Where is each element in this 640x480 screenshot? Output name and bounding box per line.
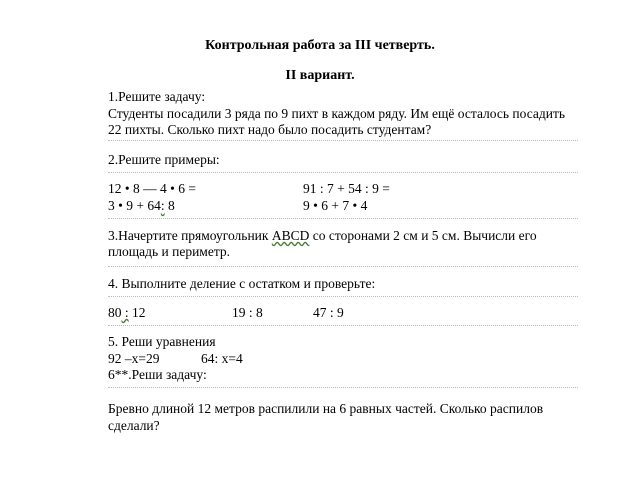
separator-line [108,218,578,219]
task3-text-part-a: 3.Начертите прямоугольник [108,228,272,243]
task6-text-line1: Бревно длиной 12 метров распилили на 6 равных частей. Сколько распилов [108,401,544,416]
task1-heading: 1.Решите задачу: [108,89,206,104]
task4-example-1-division-sign: : [121,305,129,320]
separator-line [108,325,578,326]
task3-text-part-b: со сторонами 2 см и 5 см. Вычисли его [309,228,537,243]
task2-heading: 2.Решите примеры: [108,152,220,167]
separator-line [108,387,578,388]
task1-text-line1: Студенты посадили 3 ряда по 9 пихт в каждом ряду. Им ещё осталось посадить [108,106,566,121]
task4-example-1-part-a: 80 [108,305,122,320]
task2-example-3-part-a: 3 • 9 + 64 [108,198,161,213]
task6-text-line2: сделали? [108,418,160,433]
separator-line [108,266,578,267]
task3-text-line1 [108,228,537,244]
task5-equation-2: 64: x=4 [201,351,243,366]
task5-equation-1: 92 –x=29 [108,351,160,366]
task2-example-3-division-sign: : [160,198,165,213]
task3-text-line2: площадь и периметр. [108,244,231,259]
task2-example-2: 91 : 7 + 54 : 9 = [303,181,390,196]
task4-example-1-part-b: 12 [128,305,146,320]
task4-example-1 [108,305,146,321]
task6-heading: 6**.Реши задачу: [108,367,207,382]
separator-line [108,140,578,141]
task4-example-2: 19 : 8 [232,305,263,320]
separator-line [108,296,578,297]
variant-title: II вариант. [285,68,355,83]
task3-rectangle-name: ABCD [271,228,310,243]
separator-line [108,172,578,173]
task4-example-3: 47 : 9 [313,305,344,320]
task2-example-4: 9 • 6 + 7 • 4 [303,198,368,213]
page-title: Контрольная работа за III четверть. [205,38,435,53]
task4-heading: 4. Выполните деление с остатком и проверьте: [108,276,376,291]
task2-example-1: 12 • 8 — 4 • 6 = [108,181,196,196]
task5-heading: 5. Реши уравнения [108,334,216,349]
task1-text-line2: 22 пихты. Сколько пихт надо было посадить студентам? [108,122,432,137]
task2-example-3 [108,198,175,214]
task2-example-3-part-b: 8 [164,198,175,213]
